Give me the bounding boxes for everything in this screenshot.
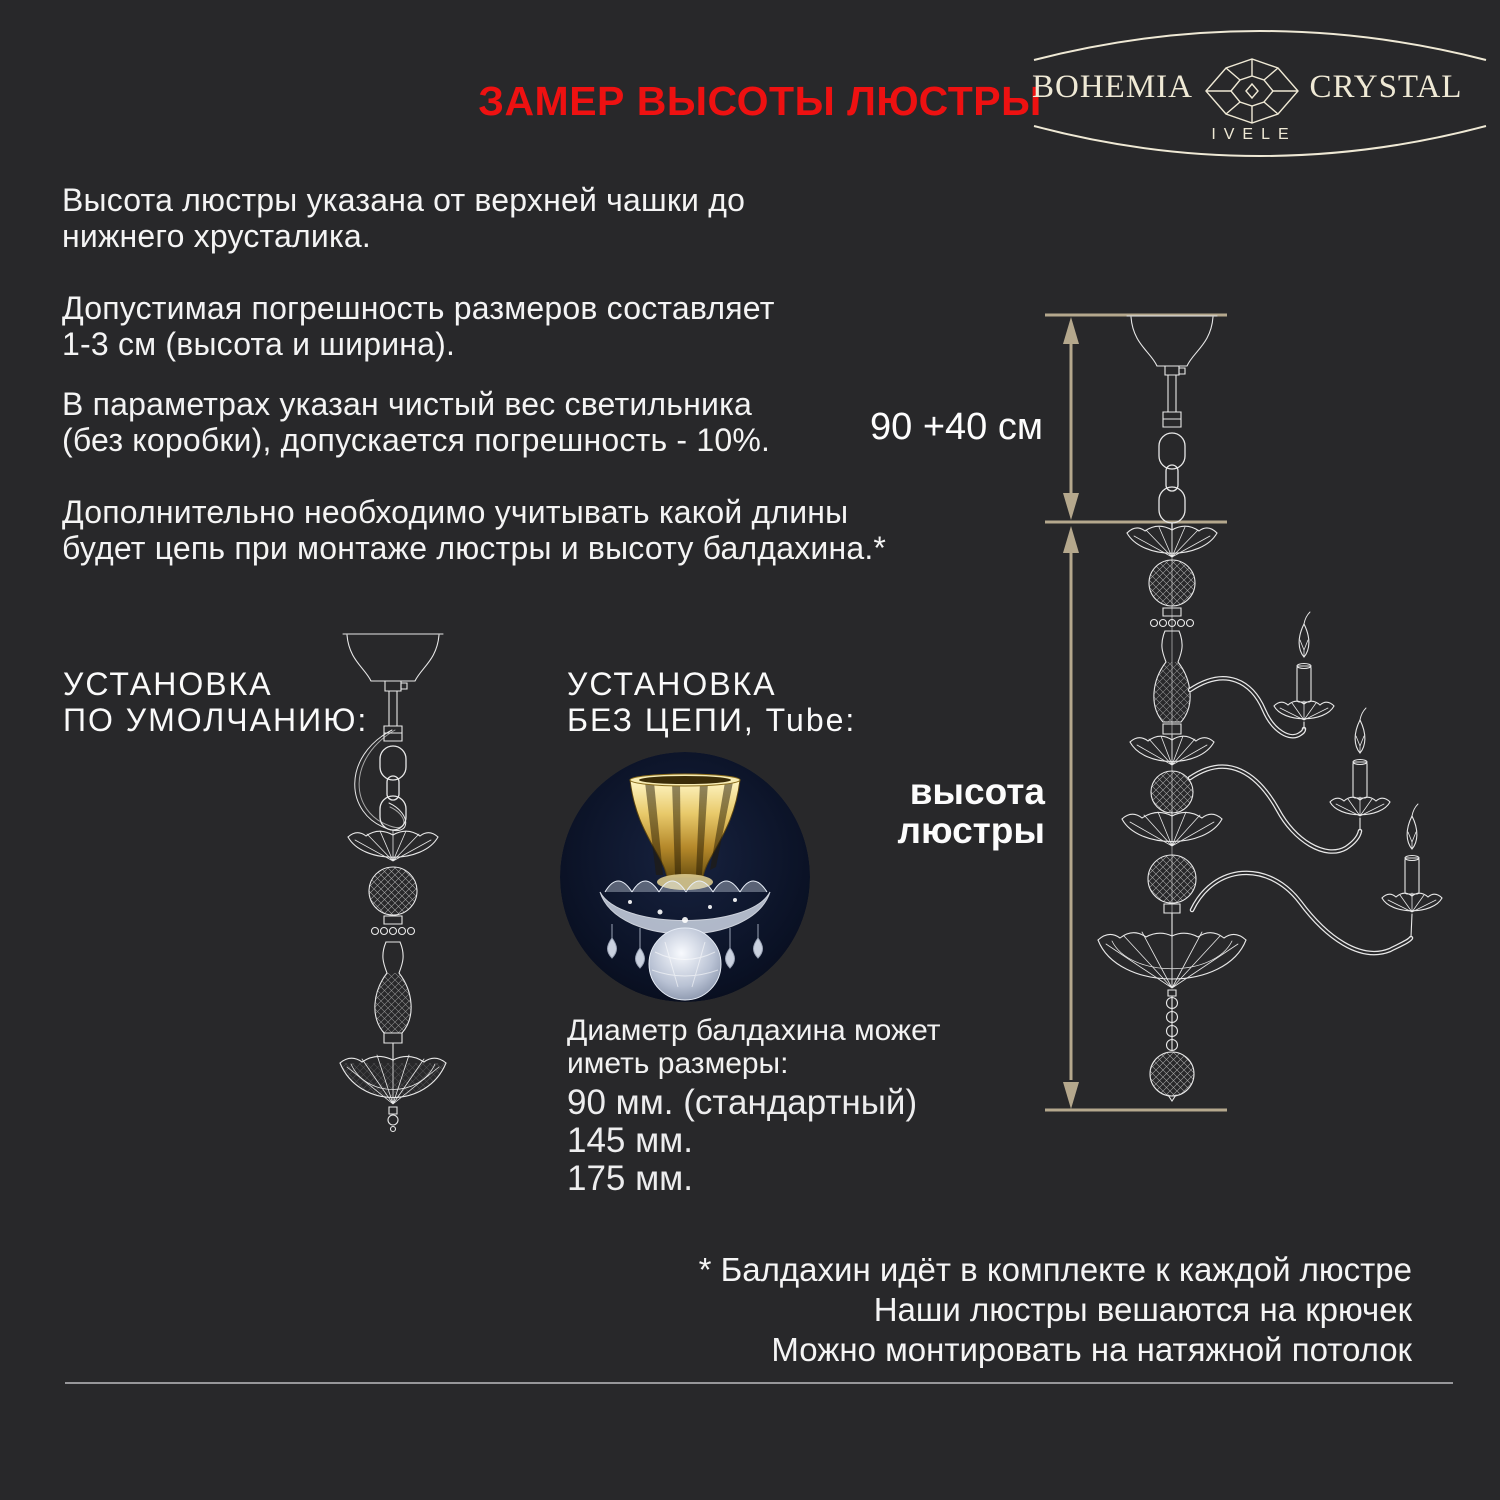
bottom-finial [388,1107,398,1132]
paragraph-weight-note [62,386,942,458]
logo-top-arc [1034,31,1486,60]
logo-text-crystal: CRYSTAL [1309,69,1463,105]
size-item: 90 мм. (стандартный) [567,1083,918,1122]
heading-line: ПО УМОЛЧАНИЮ: [63,702,369,738]
crystal-dish [348,830,438,861]
chandelier-height-label [897,772,1045,850]
lower-collar [384,1033,402,1043]
heading-line: БЕЗ ЦЕПИ, Tube: [567,702,857,738]
bead-chain [1167,990,1178,1051]
ceiling-cup [1127,316,1217,375]
paragraph-height-note [62,182,942,254]
candle [1330,708,1390,830]
crystal-ball [1151,771,1193,813]
size-item: 145 мм. [567,1121,693,1160]
paragraph-line: 1-3 см (высота и ширина). [62,326,456,362]
candle-arm [1192,873,1411,953]
footnote-line: Наши люстры вешаются на крючек [873,1291,1412,1328]
default-install-drawing [318,630,468,1135]
tier2-dish [1130,735,1214,765]
paragraph-chain-note [62,494,942,566]
paragraph-tolerance-note [62,290,942,362]
tier3-dish [1122,811,1222,846]
crystal-ball-pendant [649,928,721,1000]
paragraph-line: Высота люстры указана от верхней чашки до [62,182,746,218]
diameter-line: Диаметр балдахина может [567,1014,941,1047]
paragraph-line: (без коробки), допускается погрешность - 10%. [62,422,771,458]
size-item: 175 мм. [567,1159,693,1198]
chandelier-drawing [1098,316,1442,1101]
bottom-bowl [340,1054,446,1104]
measurement-lines [1045,315,1227,1110]
tier1-dish [1127,526,1217,557]
candle-arm [1190,678,1304,736]
logo-text-bohemia: BOHEMIA [1032,69,1193,105]
crystal-ball [1148,855,1196,903]
diameter-line: иметь размеры: [567,1047,789,1080]
crystal-ball [1149,560,1195,606]
gem-icon [1206,59,1298,123]
paragraph-line: Дополнительно необходимо учитывать какой длины [62,494,849,530]
heading-line: УСТАНОВКА [63,666,273,702]
ceiling-cup [343,634,443,691]
logo-text-ivele: IVELE [1211,126,1297,143]
height-label-line: люстры [897,810,1045,851]
chain-length-label: 90 +40 см [870,406,1043,448]
paragraph-line: В параметрах указан чистый вес светильника [62,386,752,422]
arrow-down-icon [1063,1082,1079,1109]
footnote-line: * Балдахин идёт в комплекте к каждой люстре [698,1251,1412,1288]
collar-and-beads [372,916,415,935]
candle [1274,612,1334,729]
hanging-rod [1163,375,1181,427]
paragraph-line: Допустимая погрешность размеров составляет [62,290,775,326]
arrow-up-icon [1063,317,1079,344]
chain-links [1159,433,1185,530]
brand-logo [1028,26,1492,178]
arrow-up-icon [1063,526,1079,553]
candle-arm [1190,767,1360,852]
canopy-diameter-note [567,1014,941,1080]
drop-ball [1150,1052,1194,1101]
height-label-line: высота [909,771,1045,812]
heading-line: УСТАНОВКА [567,666,777,702]
paragraph-line: нижнего хрусталика. [62,218,371,254]
candle [1382,804,1442,937]
paragraph-line: будет цепь при монтаже люстры и высоту балдахина.* [62,530,887,566]
footnotes [699,1250,1412,1370]
height-measurement-diagram [1030,300,1500,1130]
page-title: ЗАМЕР ВЫСОТЫ ЛЮСТРЫ [478,78,1042,124]
crystal-ball [369,867,417,915]
vase-element [375,942,411,1033]
bottom-bowl [1098,930,1246,988]
tube-install-heading [567,666,856,738]
footnote-line: Можно монтировать на натяжной потолок [771,1331,1412,1368]
footer-divider [65,1382,1453,1384]
arrow-down-icon [1063,493,1079,520]
tube-mount-photo [560,752,810,1002]
canopy-size-list [567,1084,917,1198]
